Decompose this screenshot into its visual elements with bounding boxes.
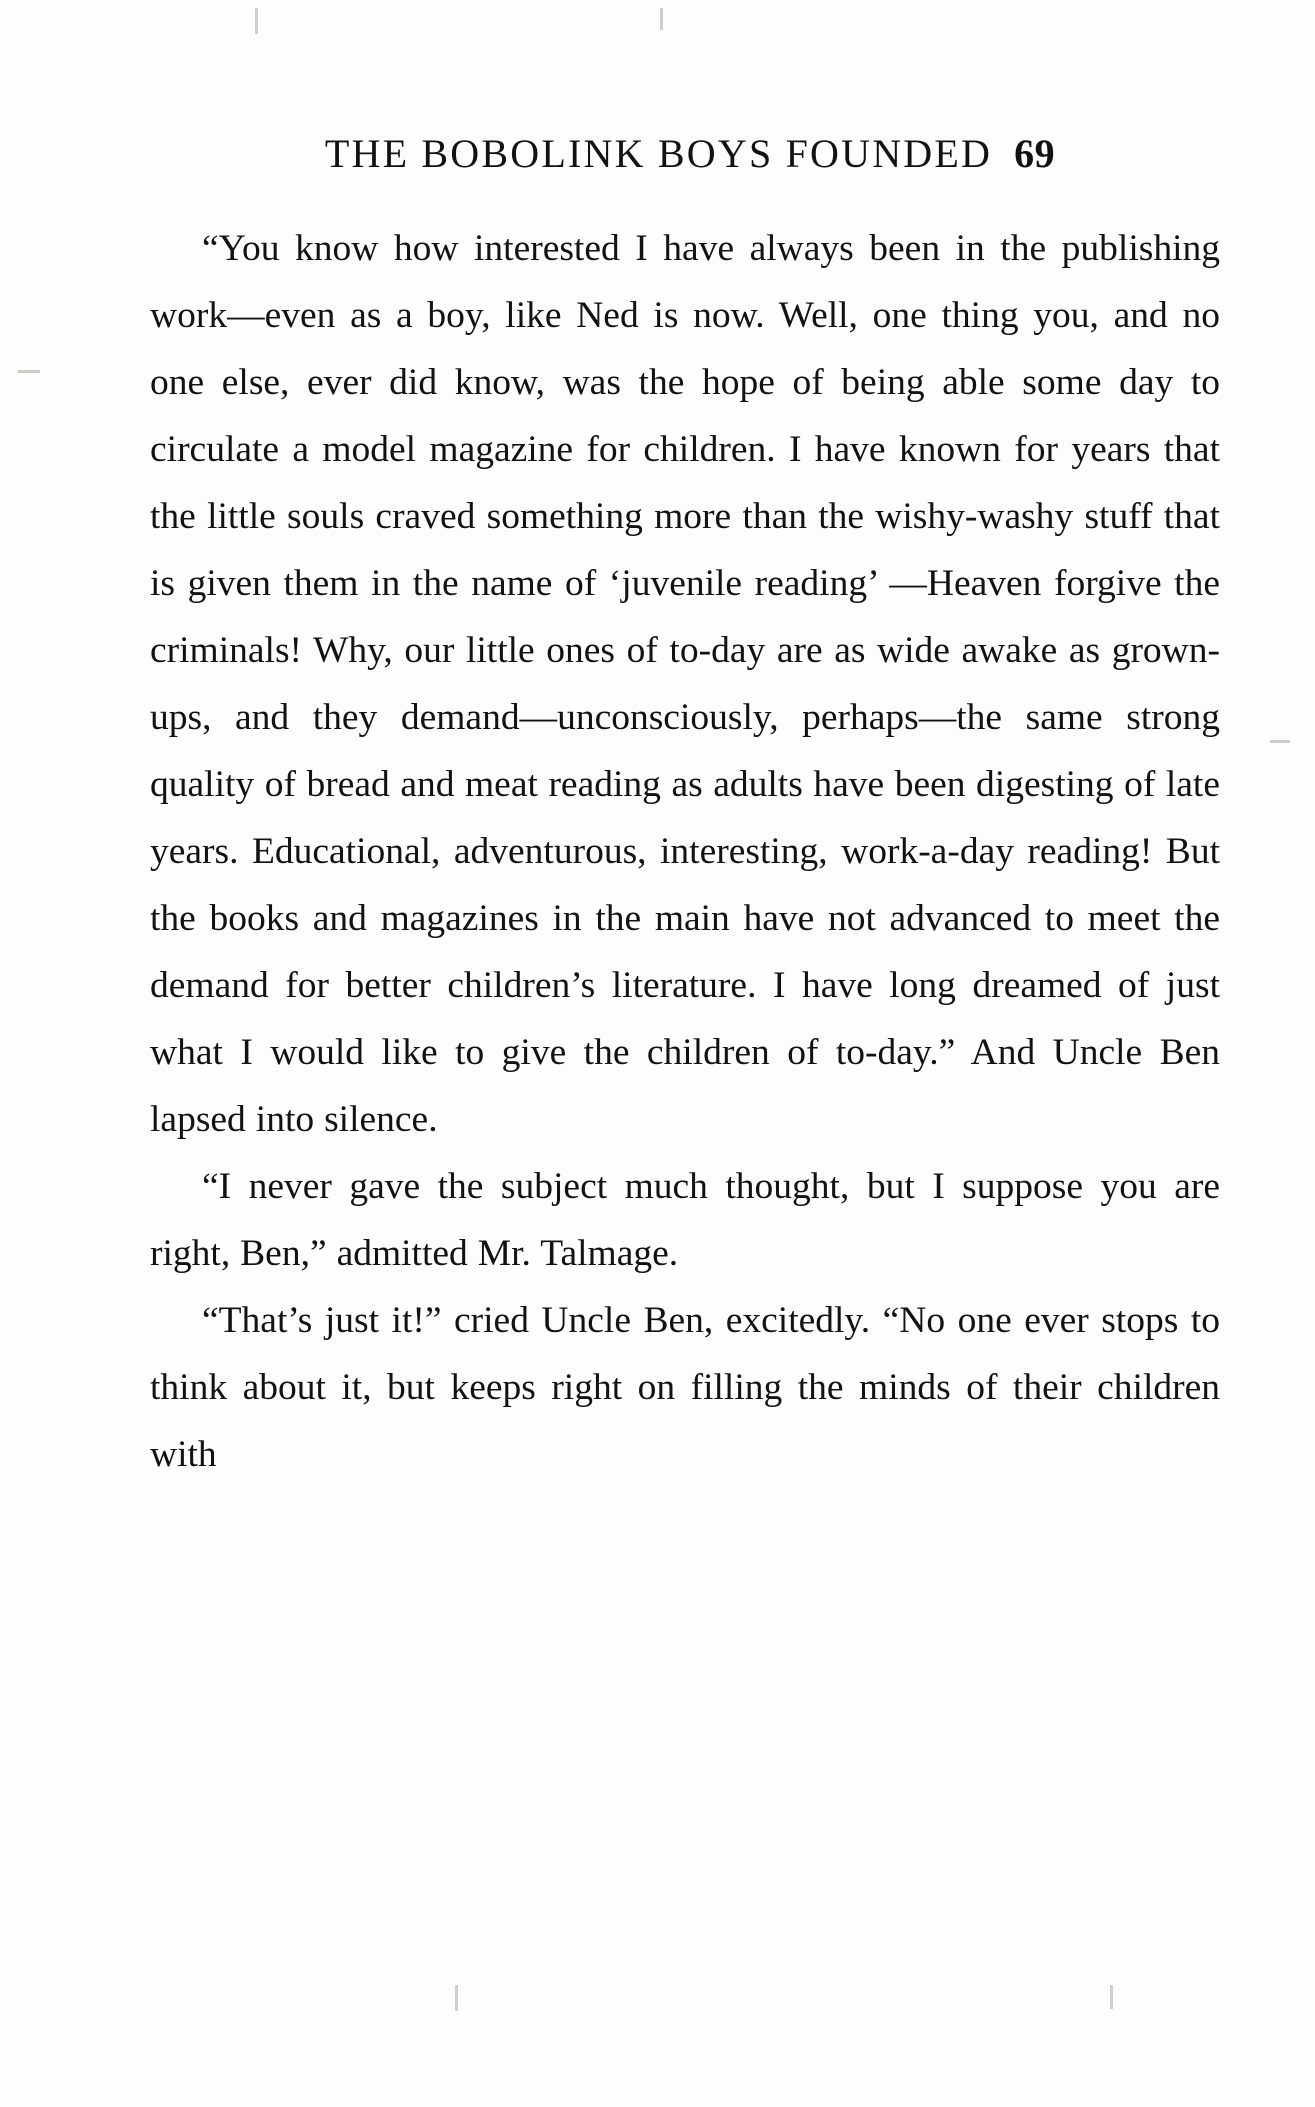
paragraph: “That’s just it!” cried Uncle Ben, excitedly. “No one ever stops to think about it, but keeps right on filling the minds of their children with (150, 1300, 1220, 1475)
scan-edge-mark (660, 8, 663, 30)
paragraph: “You know how interested I have always been in the publishing work—even as a boy, like Ned is now. Well, one thing you, and no one else, ever did know, was the hope of being able some day to circulate a model magazine for children. I have known for years that the little souls craved something more than the wishy-washy stuff that is given them in the name of ‘juvenile reading’ —Heaven forgive the criminals! Why, our little ones of to-day are as wide awake as grown-ups, and they demand—unconsciously, perhaps—the same strong quality of bread and meat reading as adults have been digesting of late years. Educational, adventurous, interesting, work-a-day reading! But the books and magazines in the main have not advanced to meet the demand for better children’s literature. I have long dreamed of just what I would like to give the children of to-day.” And Uncle Ben lapsed into silence. (150, 228, 1220, 1140)
running-head-title: THE BOBOLINK BOYS FOUNDED (324, 131, 993, 176)
scan-edge-mark (1110, 1985, 1113, 2009)
scan-edge-mark (255, 8, 258, 34)
running-head (150, 130, 1220, 177)
body-text (150, 215, 1220, 1488)
scan-edge-mark (18, 370, 40, 373)
paragraph: “I never gave the subject much thought, but I suppose you are right, Ben,” admitted Mr. Talmage. (150, 1166, 1220, 1274)
page-number: 69 (1014, 131, 1056, 176)
scan-edge-mark (455, 1985, 458, 2011)
page-content (150, 130, 1220, 1488)
scan-edge-mark (1270, 740, 1290, 743)
